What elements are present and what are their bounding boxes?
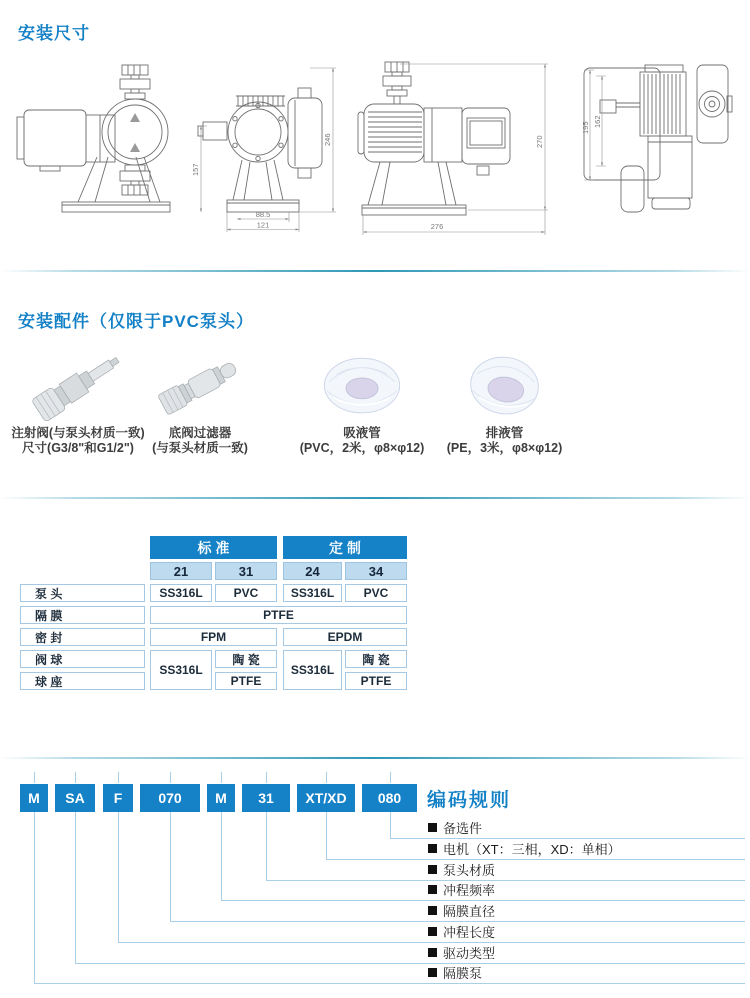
foot-valve-image	[130, 346, 270, 426]
connector-line	[266, 880, 745, 881]
bullet-icon	[428, 948, 437, 957]
connector-tick	[390, 772, 391, 783]
valve-std-seat: PTFE	[215, 672, 277, 690]
connector-line	[118, 812, 119, 942]
bullet-icon	[428, 968, 437, 977]
code-24: 24	[283, 562, 342, 580]
code-desc-drive-type	[428, 944, 495, 961]
bullet-icon	[428, 844, 437, 853]
connector-line	[34, 812, 35, 983]
row-label-diaphragm: 隔 膜	[20, 606, 145, 624]
connector-line	[390, 812, 391, 838]
pump-head-34: PVC	[345, 584, 407, 602]
connector-line	[118, 942, 745, 943]
code-21: 21	[150, 562, 212, 580]
section-divider	[0, 757, 750, 759]
code-desc-text: 冲程频率	[443, 883, 496, 898]
code-desc-head-material	[428, 861, 495, 878]
code-desc-text: 电机（XT：三相，XD：单相）	[443, 842, 621, 857]
section-title-dimensions: 安装尺寸	[18, 24, 90, 43]
code-desc-text: 备选件	[443, 821, 483, 836]
seal-custom: EPDM	[283, 628, 407, 646]
code-box-stroke-frequency: M	[207, 784, 235, 812]
row-label-valve-ball: 阀 球	[20, 650, 145, 668]
bullet-icon	[428, 865, 437, 874]
accessory-desc: 尺寸(G3/8"和G1/2")	[22, 441, 134, 455]
connector-tick	[326, 772, 327, 783]
valve-custom-seat: PTFE	[345, 672, 407, 690]
code-box-drive-type: SA	[55, 784, 95, 812]
code-box-head-material: 31	[242, 784, 290, 812]
rear-view-dimensions	[581, 70, 606, 180]
dim-rear-height: 195	[581, 121, 590, 134]
connector-tick	[266, 772, 267, 783]
code-box-stroke-length: F	[103, 784, 133, 812]
connector-tick	[34, 772, 35, 783]
connector-tick	[118, 772, 119, 783]
dim-rear-inner-height: 162	[593, 115, 602, 128]
drawing-front-left-view	[17, 65, 170, 212]
code-box-diaphragm-diameter: 070	[140, 784, 200, 812]
accessory-name: 排液管	[485, 426, 524, 440]
group-header-standard: 标 准	[150, 536, 277, 559]
suction-tube-image	[288, 346, 436, 426]
code-desc-text: 冲程长度	[443, 925, 496, 940]
code-desc-diaphragm-pump	[428, 964, 482, 981]
pump-head-21: SS316L	[150, 584, 212, 602]
code-desc-text: 隔膜泵	[443, 966, 483, 981]
accessory-desc: (与泵头材质一致)	[152, 441, 248, 455]
discharge-tube-image	[432, 346, 577, 426]
code-34: 34	[345, 562, 407, 580]
code-desc-text: 隔膜直径	[443, 904, 496, 919]
code-box-motor: XT/XD	[297, 784, 355, 812]
code-desc-text: 驱动类型	[443, 946, 496, 961]
seal-standard: FPM	[150, 628, 277, 646]
coding-rule-title: 编码规则	[427, 790, 512, 811]
dim-side-width: 276	[430, 222, 444, 231]
connector-line	[75, 963, 745, 964]
code-desc-stroke-frequency	[428, 881, 495, 898]
code-desc-options	[428, 819, 482, 836]
connector-line	[221, 812, 222, 900]
front-view-dimensions	[191, 68, 336, 232]
accessory-name: 注射阀(与泵头材质一致)	[11, 426, 145, 440]
pump-head-31: PVC	[215, 584, 277, 602]
valve-custom-ball: 陶 瓷	[345, 650, 407, 668]
connector-tick	[75, 772, 76, 783]
valve-std-ball-seat: SS316L	[150, 650, 212, 690]
drawing-side-view	[358, 62, 510, 215]
pump-head-24: SS316L	[283, 584, 342, 602]
connector-line	[326, 859, 745, 860]
row-label-ball-seat: 球 座	[20, 672, 145, 690]
drawing-front-view	[198, 88, 322, 212]
section-divider	[0, 497, 750, 499]
bullet-icon	[428, 927, 437, 936]
connector-tick	[221, 772, 222, 783]
bullet-icon	[428, 885, 437, 894]
connector-line	[75, 812, 76, 963]
diaphragm-all: PTFE	[150, 606, 407, 624]
valve-std-ball: 陶 瓷	[215, 650, 277, 668]
accessory-suction-tube	[288, 346, 436, 474]
valve-custom-ball-seat: SS316L	[283, 650, 342, 690]
section-divider	[0, 270, 750, 272]
code-box-diaphragm-pump: M	[20, 784, 48, 812]
row-label-pump-head: 泵 头	[20, 584, 145, 602]
code-desc-stroke-length	[428, 923, 495, 940]
dim-front-height: 157	[191, 163, 200, 176]
drawing-rear-view	[584, 65, 732, 212]
connector-line	[326, 812, 327, 859]
dim-mount-outer: 121	[256, 220, 270, 230]
accessory-name: 底阀过滤器	[168, 426, 232, 440]
bullet-icon	[428, 823, 437, 832]
accessory-desc: (PVC，2米，φ8×φ12)	[299, 441, 425, 455]
dim-total-height: 246	[323, 133, 332, 146]
code-box-options: 080	[362, 784, 417, 812]
materials-table	[20, 536, 407, 691]
code-31: 31	[215, 562, 277, 580]
connector-line	[170, 812, 171, 921]
dim-side-height: 270	[535, 135, 544, 148]
bullet-icon	[428, 906, 437, 915]
connector-tick	[170, 772, 171, 783]
connector-line	[34, 983, 745, 984]
code-desc-motor	[428, 840, 621, 857]
dim-mount-inner: 88.5	[255, 210, 271, 219]
accessory-discharge-tube	[432, 346, 577, 474]
group-header-custom: 定 制	[283, 536, 407, 559]
code-desc-text: 泵头材质	[443, 863, 496, 878]
accessory-name: 吸液管	[343, 426, 381, 440]
accessory-desc: (PE，3米，φ8×φ12)	[446, 441, 563, 455]
accessory-foot-valve	[130, 346, 270, 474]
row-label-seal: 密 封	[20, 628, 145, 646]
connector-line	[266, 812, 267, 880]
section-title-accessories: 安装配件（仅限于PVC泵头）	[18, 312, 254, 331]
installation-dimension-drawings	[0, 60, 750, 260]
code-desc-diaphragm-diameter	[428, 902, 495, 919]
